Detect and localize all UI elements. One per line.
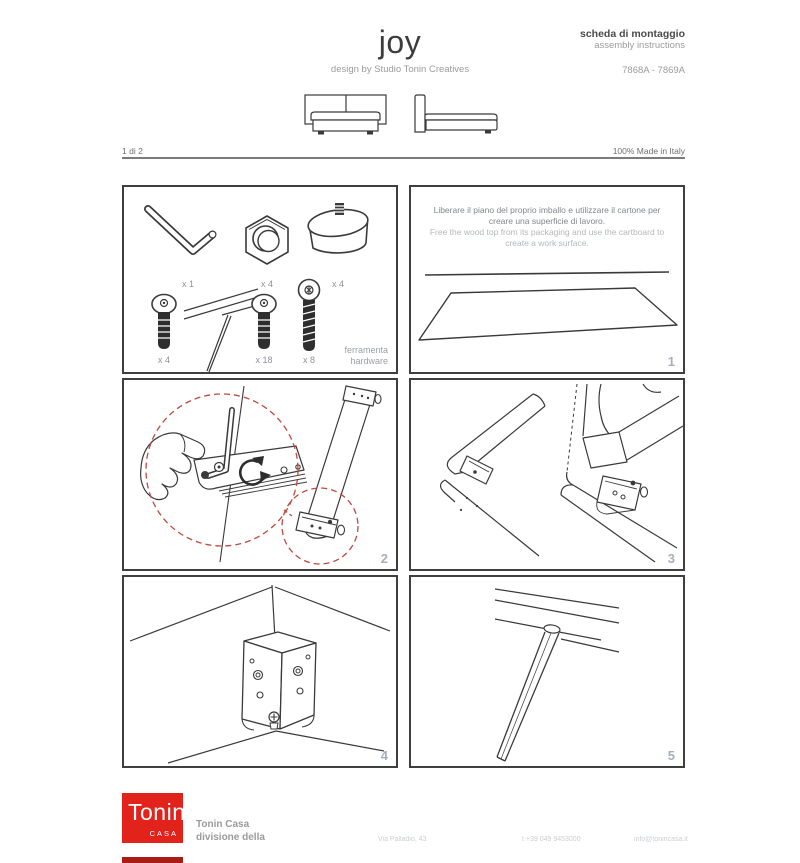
- bed-front-view-drawing: [303, 94, 389, 136]
- step-2-number: 2: [380, 551, 388, 566]
- short-screw-qty: x 4: [157, 355, 170, 365]
- logo-sub-text: CASA: [149, 829, 178, 838]
- cardboard-drawing: [411, 269, 683, 369]
- logo-main-text: Tonin: [128, 799, 186, 825]
- step-4-panel: [122, 575, 398, 768]
- hex-nut-drawing: [242, 213, 292, 267]
- step-1-panel: [409, 185, 685, 374]
- step-3-number: 3: [667, 551, 675, 566]
- step-4-number: 4: [380, 748, 388, 763]
- step-2-drawing: [124, 380, 396, 569]
- short-screw-drawing: [150, 293, 178, 353]
- tonin-casa-logo: [122, 793, 186, 843]
- footer-email: info@tonincasa.it: [634, 836, 688, 843]
- secondary-logo-clipped: [122, 857, 183, 863]
- step-4-drawing: [124, 577, 396, 766]
- doc-info-block: [580, 28, 685, 77]
- company-name: Tonin Casa: [196, 819, 250, 830]
- step-1-number: 1: [667, 354, 675, 369]
- footer-phone: t +39 049 9453000: [522, 836, 581, 843]
- allen-key-qty: x 1: [181, 279, 194, 289]
- allen-key-drawing: [138, 199, 238, 277]
- medium-screw-qty: x 18: [255, 355, 273, 365]
- hardware-label-en: hardware: [350, 356, 388, 366]
- step-1-text-it: Liberare il piano del proprio imballo e utilizzare il cartone per creare una superficie di lavoro.: [433, 205, 661, 226]
- bed-side-view-drawing: [407, 94, 503, 136]
- adjustable-foot-drawing: [304, 201, 372, 263]
- hardware-panel: [122, 185, 398, 374]
- hardware-label-it: ferramenta: [344, 345, 388, 355]
- step-1-instructions: [425, 205, 669, 249]
- step-2-panel: [122, 378, 398, 571]
- step-5-number: 5: [667, 748, 675, 763]
- step-5-panel: [409, 575, 685, 768]
- page-indicator: 1 di 2: [122, 146, 143, 156]
- doc-type-en: assembly instructions: [594, 40, 685, 51]
- page-subtitle: design by Studio Tonin Creatives: [330, 64, 470, 75]
- medium-screw-drawing: [250, 293, 278, 353]
- step-5-drawing: [411, 577, 683, 766]
- hex-nut-qty: x 4: [260, 279, 273, 289]
- model-codes: 7868A - 7869A: [622, 65, 685, 76]
- footer-address: Via Palladio, 43: [378, 836, 427, 843]
- step-3-panel: [409, 378, 685, 571]
- company-block: [196, 818, 265, 844]
- step-3-drawing: [411, 380, 683, 569]
- made-in-label: 100% Made in Italy: [612, 146, 685, 156]
- long-screw-qty: x 8: [302, 355, 315, 365]
- page-title: joy: [378, 24, 422, 60]
- doc-type-it: scheda di montaggio: [579, 28, 685, 40]
- header-divider: [122, 157, 685, 159]
- hardware-label: [344, 345, 388, 367]
- step-1-text-en: Free the wood top from its packaging and use the cartboard to create a work surface.: [429, 227, 665, 248]
- foot-qty: x 4: [331, 279, 344, 289]
- long-screw-drawing: [294, 279, 324, 357]
- company-division: divisione della: [196, 832, 265, 843]
